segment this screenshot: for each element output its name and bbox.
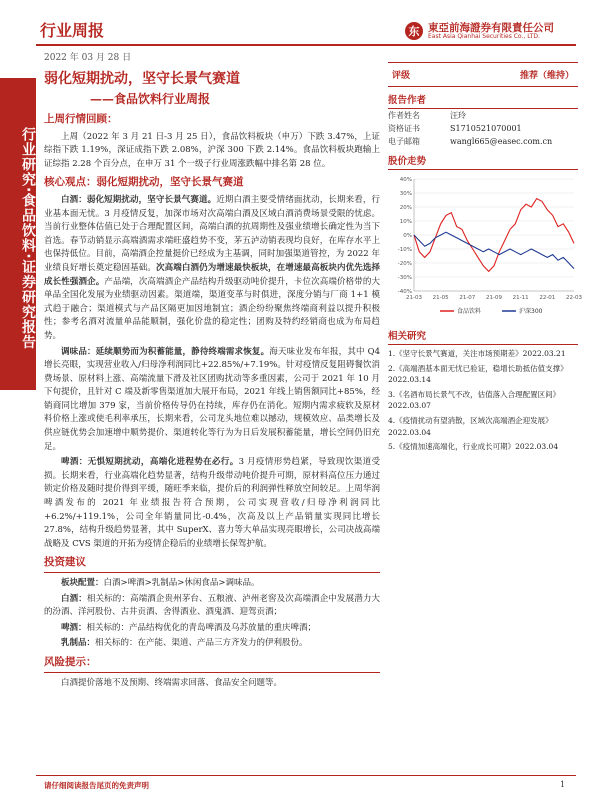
analyst-key: 资格证书 <box>388 124 420 133</box>
analyst-email[interactable]: wangl665@easec.com.cn <box>450 137 553 146</box>
analyst-row <box>388 109 578 122</box>
section-heading-advice: 投资建议 <box>44 556 380 573</box>
footer-divider <box>36 775 576 776</box>
advice-beer <box>44 622 380 636</box>
baijiu-text: 近期白酒主要受情绪面扰动，长期来看，行业基本面无忧。3 月疫情反复，加深市场对次高端白酒及区域白酒消费场景受限的忧虑。当前行业整体估值已处于合理配置区间，高端白酒的抗周期性及强业绩增长确定性为当下首选。春节动销显示高端酒需求端旺盛趋势不变，茅五泸动销表现均良好，在库存水平上也保持低位。目前，高端酒企控量挺价已经成为主基调，同时加强渠道管控，为 2022 年业绩良好增长奠定稳固基础。 <box>44 194 380 273</box>
related-heading: 相关研究 <box>388 328 578 345</box>
company-name-en: East Asia Qianhai Securities Co., LTD. <box>428 33 540 40</box>
page-number: 1 <box>560 780 566 789</box>
x-tick-label: 21-11 <box>512 295 529 301</box>
y-tick-label: -40% <box>397 289 412 295</box>
analyst-key: 电子邮箱 <box>388 137 420 146</box>
page-title: 弱化短期扰动，坚守长景气赛道 <box>44 71 240 87</box>
stock-price-chart <box>388 173 582 321</box>
page-subtitle: ——食品饮料行业周报 <box>90 92 211 106</box>
y-tick-label: -30% <box>397 275 412 281</box>
y-tick-label: 10% <box>399 219 412 225</box>
y-tick-label: 30% <box>399 191 412 197</box>
section-heading-risk: 风险提示： <box>44 656 380 673</box>
x-tick-label: 21-03 <box>406 295 422 301</box>
condiment-paragraph <box>44 346 380 455</box>
analyst-value: 汪玲 <box>450 111 466 120</box>
header-divider <box>36 44 576 46</box>
baijiu-paragraph <box>44 194 380 344</box>
related-item[interactable]: 2.《高端酒基本面无忧已验证，稳增长助抵估值支撑》2022.03.14 <box>388 363 568 385</box>
analyst-heading: 报告作者 <box>388 92 578 109</box>
rating-box <box>388 62 578 87</box>
logo-icon: 东 <box>405 22 423 40</box>
advice-dairy-text: 相关标的：在产能、渠道、产品三方齐发力的伊利股份。 <box>95 638 308 649</box>
risk-paragraph: 白酒提价落地不及预期、终端需求回落、食品安全问题等。 <box>61 677 283 688</box>
advice-baijiu-lead: 白酒： <box>61 593 87 604</box>
section-heading-core: 核心观点：弱化短期扰动，坚守长景气赛道 <box>44 176 244 189</box>
baijiu-text-2: 产品端，次高端酒企产品结构升级驱动吨价提升，卡位次高端价格带的大单品全国化发展为业绩驱动因素。渠道端，渠道变革与时俱进，深度分销与厂商 1+1 模式趋于融合；渠道模式与产品区隔更加因地制宜；酒企纷纷聚焦终端商利益以提升积极性；参考名酒对流量单品能顺制，强化价盘的稳定性；团购及特约经销商也成为布局趋势。 <box>44 276 380 341</box>
x-tick-label: 22-01 <box>539 295 556 301</box>
company-logo <box>405 20 575 44</box>
sidebar-label: 行业研究·食品饮料·证券研究报告 <box>20 126 36 350</box>
analyst-value: S1710521070001 <box>450 124 522 133</box>
baijiu-lead-2: 次高端白酒仍为增速最快板块，在增速最高板块内优先选择成长性强酒企。 <box>44 262 380 287</box>
legend-label: 沪深300 <box>519 308 543 315</box>
advice-dairy-lead: 乳制品： <box>61 638 96 649</box>
y-tick-label: 20% <box>399 205 412 211</box>
advice-baijiu <box>44 593 380 620</box>
advice-sector <box>44 577 380 591</box>
chart-heading: 股价走势 <box>388 153 578 170</box>
advice-beer-text: 相关标的：产品结构优化的青岛啤酒及乌苏放量的重庆啤酒； <box>86 622 317 633</box>
beer-text: 3 月疫情形势趋紧，导致现饮渠道受损。长期来看，行业高端化趋势显著，结构升级带动吨价提升可期，原材料高位压力通过锁定价格及随时提价得到平缓，随旺季来临，提价后的利润弹性释放空间较足。上周华润啤酒发布的 2021 年业绩报告符合预期，公司实现营收/归母净利润同比+6.2%/+119.1%，公司全年销量同比-0.4%，次高及以上产品销量实现同比增长 27.8%，结构升级趋势显著，其中 SuperX、喜力等大单品实现亮眼增长，公司决战高端战略及 CVS 渠道的开拓为疫情企稳后的业绩增长保驾护航。 <box>44 457 380 549</box>
review-paragraph: 上周（2022 年 3 月 21 日-3 月 25 日），食品饮料板块（申万）下跌 3.47%，上证综指下跌 1.19%，深证成指下跌 2.08%，沪深 300 下跌 2.14%。食品饮料板块跑输上证综指 2.28 个百分点，在申万 31 个一级子行业周涨跌幅中排名第 28 位。 <box>44 131 380 169</box>
y-tick-label: 40% <box>399 177 412 183</box>
x-tick-label: 21-09 <box>486 295 502 301</box>
main-content <box>44 108 380 692</box>
baijiu-lead: 白酒：弱化短期扰动，坚守长景气赛道。 <box>61 194 217 205</box>
advice-beer-lead: 啤酒： <box>61 622 87 633</box>
x-tick-label: 21-05 <box>432 295 449 301</box>
beer-lead: 啤酒：无惧短期扰动，高端化进程势在必行。 <box>61 457 239 468</box>
related-item[interactable]: 3.《名酒布局长景气不改，估值落入合理配置区间》2022.03.07 <box>388 389 561 411</box>
related-item[interactable]: 4.《疫情扰动有望消散，区域次高端酒企迎发展》2022.03.04 <box>388 415 553 437</box>
footer-disclaimer[interactable]: 请仔细阅读报告尾页的免责声明 <box>44 781 149 790</box>
advice-baijiu-text: 相关标的：高端酒企贵州茅台、五粮液、泸州老窖及次高端酒企中发展潜力大的汾酒、洋河股份、古井贡酒、舍得酒业、酒鬼酒、迎驾贡酒； <box>44 593 380 618</box>
section-heading-review: 上周行情回顾： <box>44 113 118 125</box>
related-item[interactable]: 5.《疫情加速高端化，行业成长可期》2022.03.04 <box>388 442 559 452</box>
advice-dairy <box>44 637 380 651</box>
rating-value: 推荐（维持） <box>519 71 574 81</box>
beer-paragraph <box>44 456 380 551</box>
condiment-lead: 调味品：延续顺势而为积蓄能量，静待终端需求恢复。 <box>61 346 270 357</box>
analyst-row <box>388 135 578 148</box>
x-tick-label: 21-07 <box>459 295 476 301</box>
y-tick-label: 0% <box>403 233 412 239</box>
analyst-info <box>388 109 578 148</box>
x-tick-label: 22-03 <box>566 295 582 301</box>
condiment-text: 海天味业发布年报，其中 Q4 增长亮眼，实现营业收入/归母净利润同比+22.85%/+7.19%。针对疫情反复阻碍餐饮消费场景、原材料上涨、高端流量下滑及社区团购扰动等多重因素，公司于 2021 年 10 月下旬提价，且针对 C 端及新零售渠道加大展开布局，2021 年线上销售额同比+85%，经销商同比增加 379 家，当前价格传导仍在持续，库存仍在消化。短期内需求疲软及原材料价格上涨或使毛利率承压，长期来看，公司龙头地位难以撼动，规模效应、品类增长及供应链优势会加速增中顺势提价、渠道转化等行为为日后发展积蓄能量，增长空间仍旧充足。 <box>44 346 380 452</box>
advice-sector-lead: 板块配置： <box>61 578 104 588</box>
advice-sector-text: 白酒>啤酒>乳制品>休闲食品>调味品。 <box>103 578 260 588</box>
report-date: 2022 年 03 月 28 日 <box>44 53 132 63</box>
related-research-list <box>388 348 578 453</box>
y-tick-label: -10% <box>397 247 412 253</box>
y-tick-label: -20% <box>397 261 412 267</box>
report-type: 行业周报 <box>40 21 105 40</box>
related-item[interactable]: 1.《坚守长景气赛道，关注市场预期差》2022.03.21 <box>388 349 566 358</box>
legend-label: 食品饮料 <box>457 308 482 315</box>
right-sidebar <box>388 62 582 453</box>
company-name-cn: 東亞前海證券有限責任公司 <box>428 22 554 34</box>
analyst-row <box>388 122 578 135</box>
rating-label: 评级 <box>392 71 411 81</box>
analyst-key: 作者姓名 <box>388 111 420 120</box>
